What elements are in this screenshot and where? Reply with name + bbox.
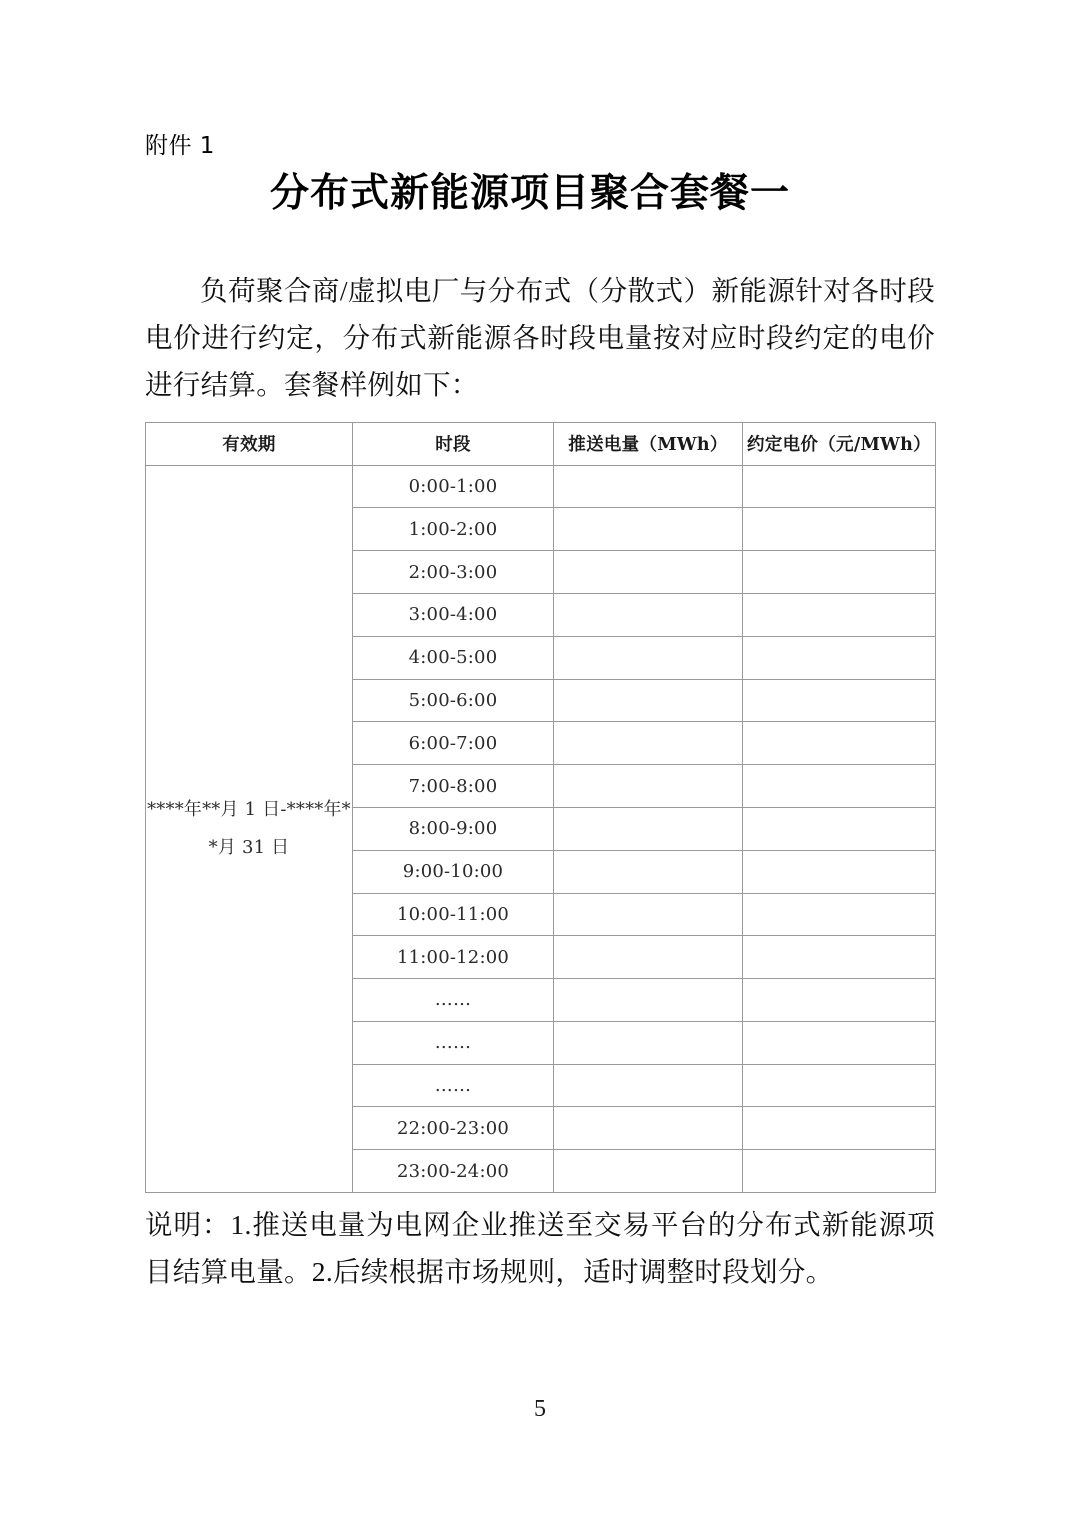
volume-cell[interactable] xyxy=(554,979,743,1022)
volume-cell[interactable] xyxy=(554,1064,743,1107)
volume-cell[interactable] xyxy=(554,850,743,893)
period-cell: …… xyxy=(353,979,554,1022)
table-row xyxy=(146,465,936,508)
page-number: 5 xyxy=(534,1396,546,1422)
validity-period-cell: ****年**月 1 日-****年**月 31 日 xyxy=(146,465,353,1193)
volume-cell[interactable] xyxy=(554,465,743,508)
price-cell[interactable] xyxy=(743,465,936,508)
volume-cell[interactable] xyxy=(554,765,743,808)
volume-cell[interactable] xyxy=(554,636,743,679)
price-cell[interactable] xyxy=(743,850,936,893)
period-cell: 6:00-7:00 xyxy=(353,722,554,765)
period-cell: 10:00-11:00 xyxy=(353,893,554,936)
column-header-price: 约定电价（元/MWh） xyxy=(743,422,936,465)
volume-cell[interactable] xyxy=(554,508,743,551)
price-cell[interactable] xyxy=(743,893,936,936)
price-cell[interactable] xyxy=(743,1150,936,1193)
price-cell[interactable] xyxy=(743,1021,936,1064)
price-cell[interactable] xyxy=(743,636,936,679)
price-cell[interactable] xyxy=(743,979,936,1022)
price-cell[interactable] xyxy=(743,936,936,979)
price-cell[interactable] xyxy=(743,1107,936,1150)
volume-cell[interactable] xyxy=(554,593,743,636)
volume-cell[interactable] xyxy=(554,551,743,594)
volume-cell[interactable] xyxy=(554,893,743,936)
table-header-row xyxy=(146,422,936,465)
volume-cell[interactable] xyxy=(554,936,743,979)
period-cell: 4:00-5:00 xyxy=(353,636,554,679)
intro-paragraph: 负荷聚合商/虚拟电厂与分布式（分散式）新能源针对各时段电价进行约定，分布式新能源各时段电量按对应时段约定的电价进行结算。套餐样例如下： xyxy=(145,274,935,400)
period-cell: 0:00-1:00 xyxy=(353,465,554,508)
price-cell[interactable] xyxy=(743,765,936,808)
period-cell: 8:00-9:00 xyxy=(353,807,554,850)
period-cell: 2:00-3:00 xyxy=(353,551,554,594)
note-paragraph: 说明：1.推送电量为电网企业推送至交易平台的分布式新能源项目结算电量。2.后续根据市场规则，适时调整时段划分。 xyxy=(145,1209,935,1288)
column-header-volume: 推送电量（MWh） xyxy=(554,422,743,465)
volume-cell[interactable] xyxy=(554,1107,743,1150)
package-table xyxy=(145,422,936,1194)
document-content xyxy=(145,132,935,1295)
period-cell: …… xyxy=(353,1021,554,1064)
period-cell: 11:00-12:00 xyxy=(353,936,554,979)
period-cell: 5:00-6:00 xyxy=(353,679,554,722)
volume-cell[interactable] xyxy=(554,679,743,722)
period-cell: 9:00-10:00 xyxy=(353,850,554,893)
page-title: 分布式新能源项目聚合套餐一 xyxy=(269,170,790,216)
attachment-label: 附件 1 xyxy=(145,133,215,159)
period-cell: 22:00-23:00 xyxy=(353,1107,554,1150)
volume-cell[interactable] xyxy=(554,807,743,850)
price-cell[interactable] xyxy=(743,722,936,765)
table-body xyxy=(146,465,936,1193)
period-cell: 7:00-8:00 xyxy=(353,765,554,808)
period-cell: 23:00-24:00 xyxy=(353,1150,554,1193)
price-cell[interactable] xyxy=(743,551,936,594)
price-cell[interactable] xyxy=(743,508,936,551)
column-header-validity: 有效期 xyxy=(146,422,353,465)
volume-cell[interactable] xyxy=(554,1150,743,1193)
column-header-period: 时段 xyxy=(353,422,554,465)
price-cell[interactable] xyxy=(743,593,936,636)
volume-cell[interactable] xyxy=(554,722,743,765)
period-cell: 3:00-4:00 xyxy=(353,593,554,636)
table-header xyxy=(146,422,936,465)
volume-cell[interactable] xyxy=(554,1021,743,1064)
price-cell[interactable] xyxy=(743,679,936,722)
price-cell[interactable] xyxy=(743,1064,936,1107)
period-cell: …… xyxy=(353,1064,554,1107)
period-cell: 1:00-2:00 xyxy=(353,508,554,551)
price-cell[interactable] xyxy=(743,807,936,850)
package-table-container xyxy=(145,422,935,1194)
